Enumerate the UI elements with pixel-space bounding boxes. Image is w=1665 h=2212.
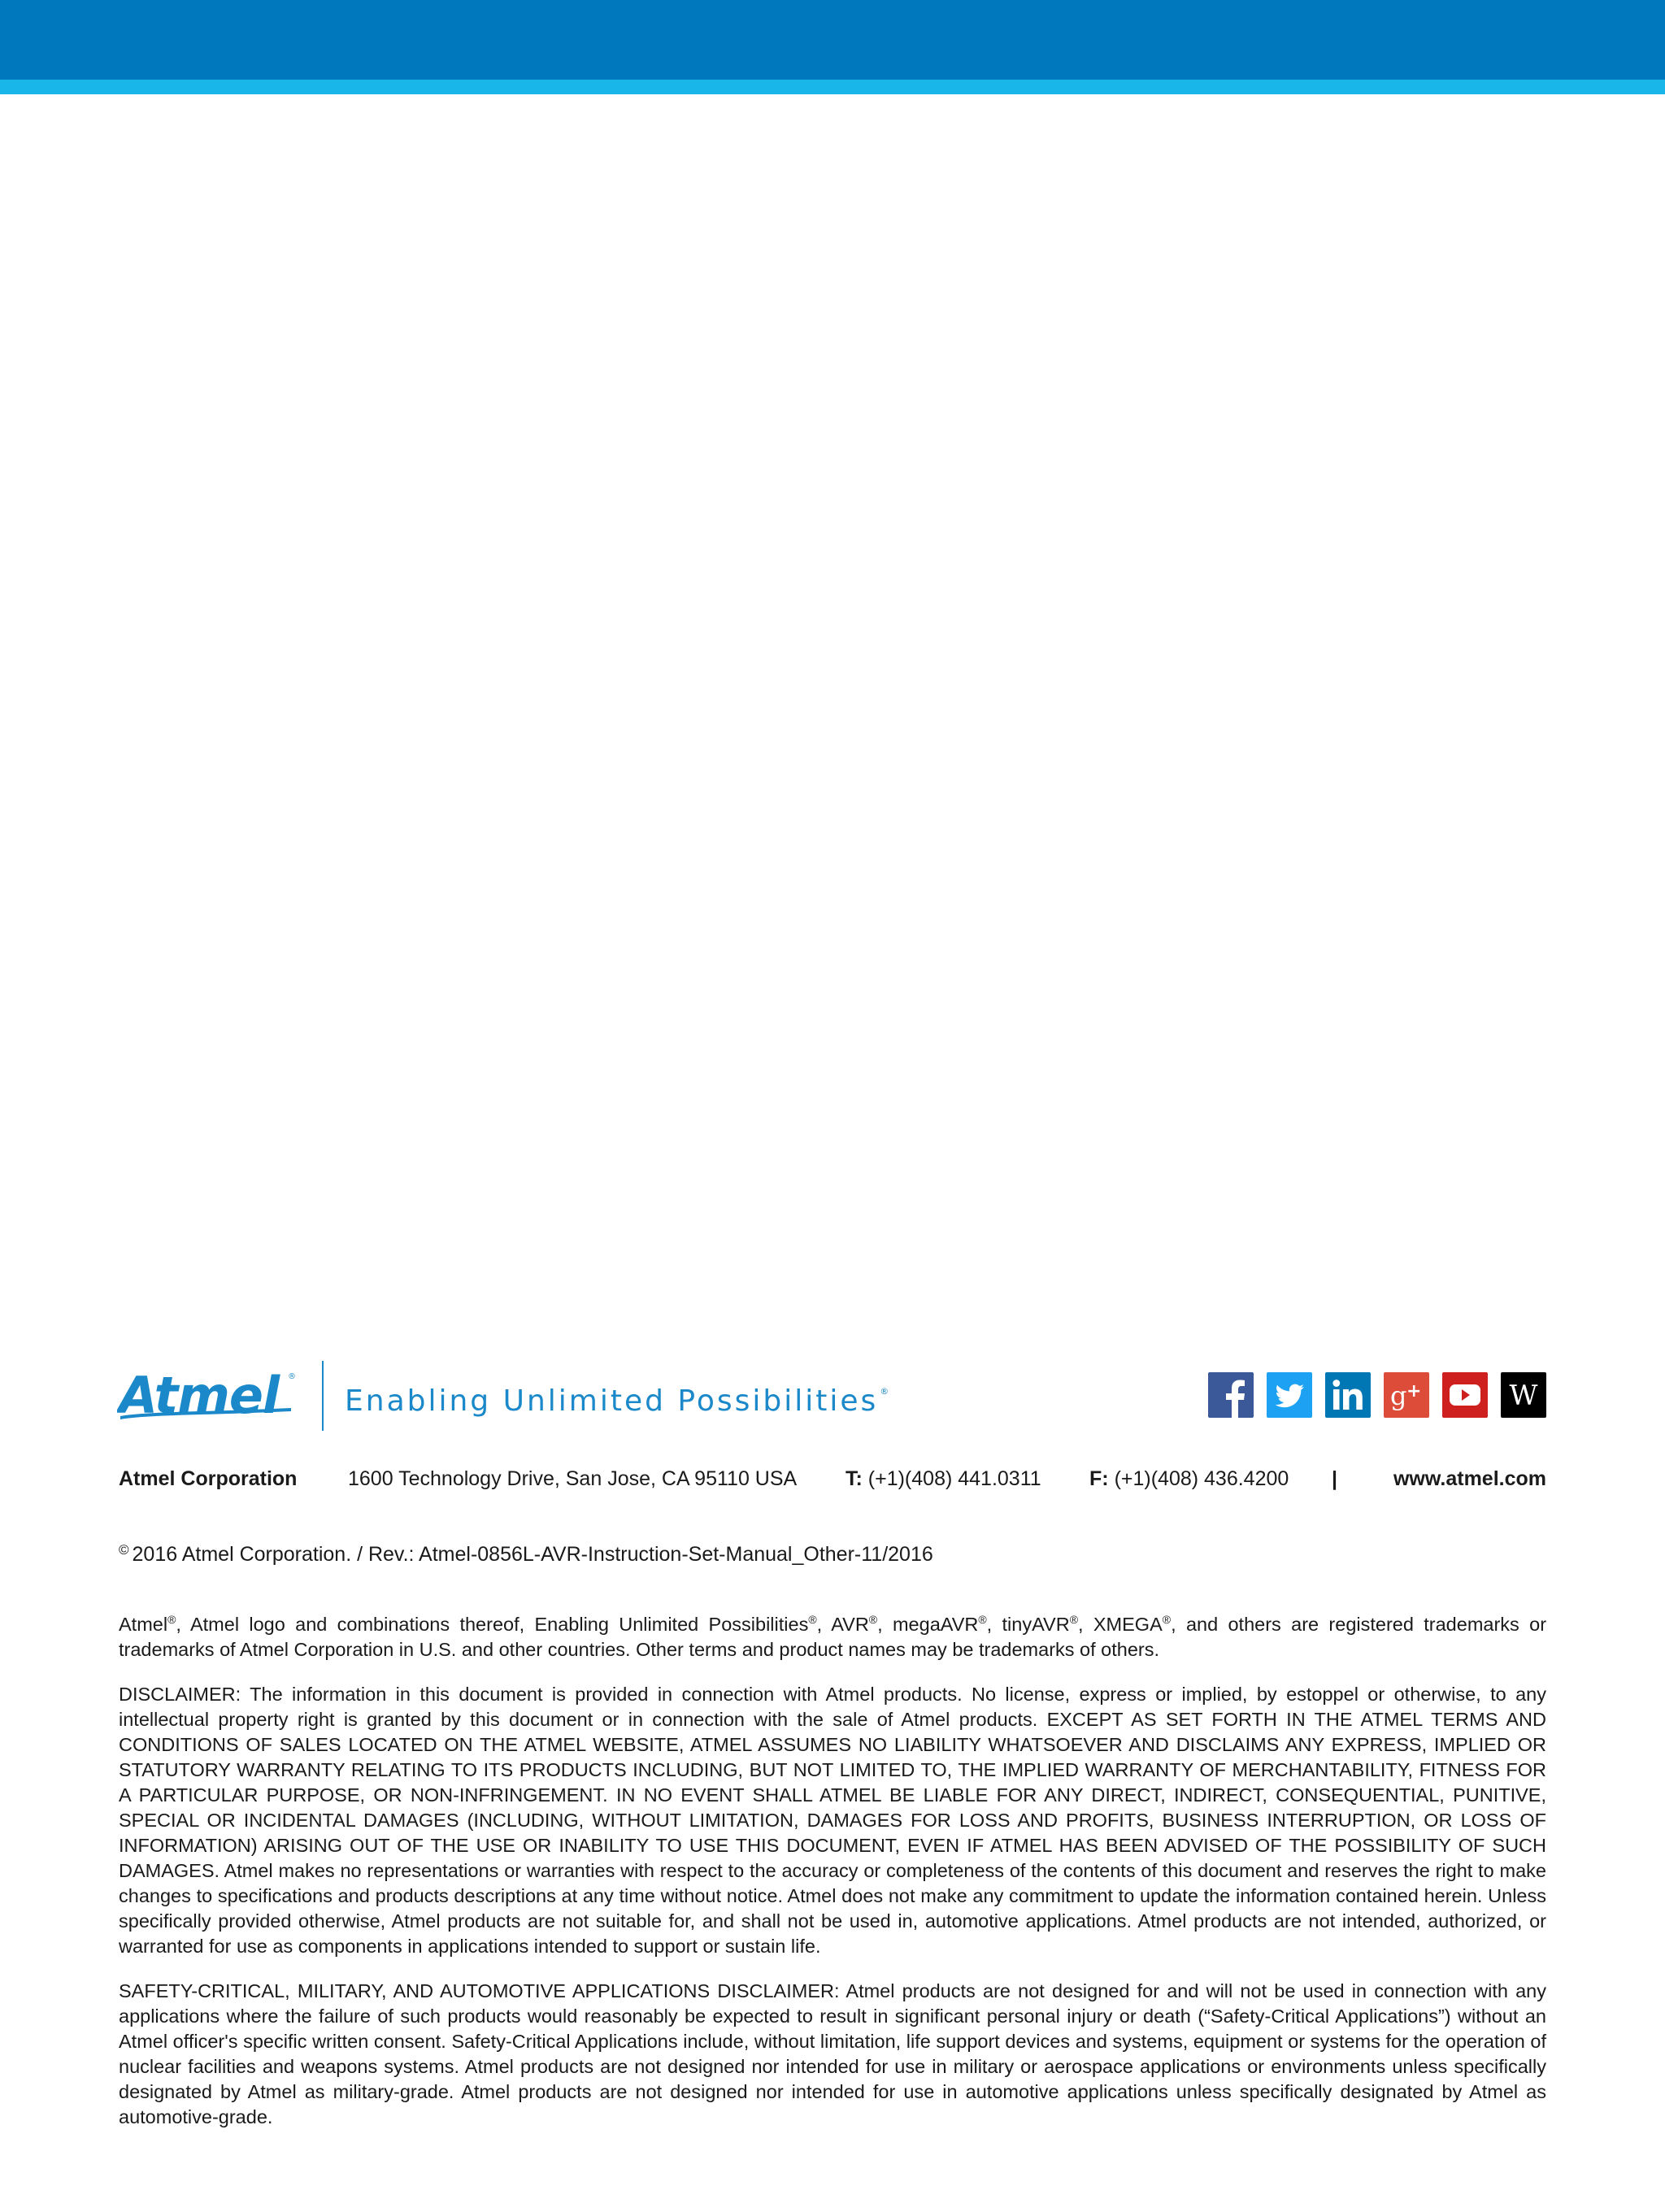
youtube-icon[interactable]: [1442, 1372, 1488, 1418]
copyright-line: © 2016 Atmel Corporation. / Rev.: Atmel-0856L-AVR-Instruction-Set-Manual_Other-11/2016: [119, 1542, 933, 1566]
company-name: Atmel Corporation: [119, 1467, 298, 1490]
wikipedia-icon[interactable]: [1501, 1372, 1546, 1418]
safety-disclaimer-paragraph: SAFETY-CRITICAL, MILITARY, AND AUTOMOTIVE APPLICATIONS DISCLAIMER: Atmel products are not designed for and will not be used in connection with any applications where the failure of such products would reasonably be expected to result in significant personal injury or death (“Safety-Critical Applications”) without an Atmel officer's specific written consent. Safety-Critical Applications include, without limitation, life support devices and systems, equipment or systems for the operation of nuclear facilities and weapons systems. Atmel products are not designed nor intended for use in military or aerospace applications or environments unless specifically designated by Atmel as military-grade. Atmel products are not designed nor intended for use in automotive applications unless specifically designated by Atmel as automotive-grade.: [119, 1980, 1546, 2127]
brand-tagline: Enabling Unlimited Possibilities ®: [345, 1384, 889, 1418]
svg-text:®: ®: [288, 1372, 296, 1381]
linkedin-icon[interactable]: [1325, 1372, 1371, 1418]
svg-text:W: W: [1509, 1380, 1538, 1412]
logo-divider: [322, 1361, 324, 1431]
company-phone: T: (+1)(408) 441.0311: [846, 1467, 1041, 1490]
company-fax: F: (+1)(408) 436.4200: [1089, 1467, 1289, 1490]
trademark-notice: Atmel®, Atmel logo and combinations thereof, Enabling Unlimited Possibilities®, AVR®, megaAVR®, tinyAVR®, XMEGA®, and others are registered trademarks or trademarks of Atmel Corporation in U.S. and other countries. Other terms and product names may be trademarks of others.: [119, 1613, 1547, 1660]
legal-section: [119, 1612, 1546, 2149]
contact-row: [119, 1467, 1546, 1495]
disclaimer-paragraph: DISCLAIMER: The information in this document is provided in connection with Atmel products. No license, express or implied, by estoppel or otherwise, to any intellectual property right is granted by this document or in connection with the sale of Atmel products. EXCEPT AS SET FORTH IN THE ATMEL TERMS AND CONDITIONS OF SALES LOCATED ON THE ATMEL WEBSITE, ATMEL ASSUMES NO LIABILITY WHATSOEVER AND DISCLAIMS ANY EXPRESS, IMPLIED OR STATUTORY WARRANTY RELATING TO ITS PRODUCTS INCLUDING, BUT NOT LIMITED TO, THE IMPLIED WARRANTY OF MERCHANTABILITY, FITNESS FOR A PARTICULAR PURPOSE, OR NON-INFRINGEMENT. IN NO EVENT SHALL ATMEL BE LIABLE FOR ANY DIRECT, INDIRECT, CONSEQUENTIAL, PUNITIVE, SPECIAL OR INCIDENTAL DAMAGES (INCLUDING, WITHOUT LIMITATION, DAMAGES FOR LOSS AND PROFITS, BUSINESS INTERRUPTION, OR LOSS OF INFORMATION) ARISING OUT OF THE USE OR INABILITY TO USE THIS DOCUMENT, EVEN IF ATMEL HAS BEEN ADVISED OF THE POSSIBILITY OF SUCH DAMAGES. Atmel makes no representations or warranties with respect to the accuracy or completeness of the contents of this document and reserves the right to make changes to specifications and products descriptions at any time without notice. Atmel does not make any commitment to update the information contained herein. Unless specifically provided otherwise, Atmel products are not suitable for, and shall not be used in, automotive applications. Atmel products are not intended, authorized, or warranted for use as components in applications intended to support or sustain life.: [119, 1684, 1546, 1957]
company-address: 1600 Technology Drive, San Jose, CA 95110 USA: [348, 1467, 798, 1490]
atmel-logo: [117, 1366, 298, 1426]
social-links: [1208, 1372, 1546, 1418]
svg-text:g: g: [1390, 1380, 1407, 1411]
brand-block: [117, 1359, 889, 1432]
header-stripe: [0, 80, 1665, 94]
google-plus-icon[interactable]: [1384, 1372, 1429, 1418]
contact-separator: |: [1332, 1467, 1337, 1490]
twitter-icon[interactable]: [1267, 1372, 1312, 1418]
header-band: [0, 0, 1665, 80]
svg-text:+: +: [1406, 1381, 1422, 1402]
facebook-icon[interactable]: [1208, 1372, 1254, 1418]
website-link[interactable]: www.atmel.com: [1393, 1467, 1546, 1490]
svg-text:Atmel: Atmel: [119, 1366, 280, 1425]
